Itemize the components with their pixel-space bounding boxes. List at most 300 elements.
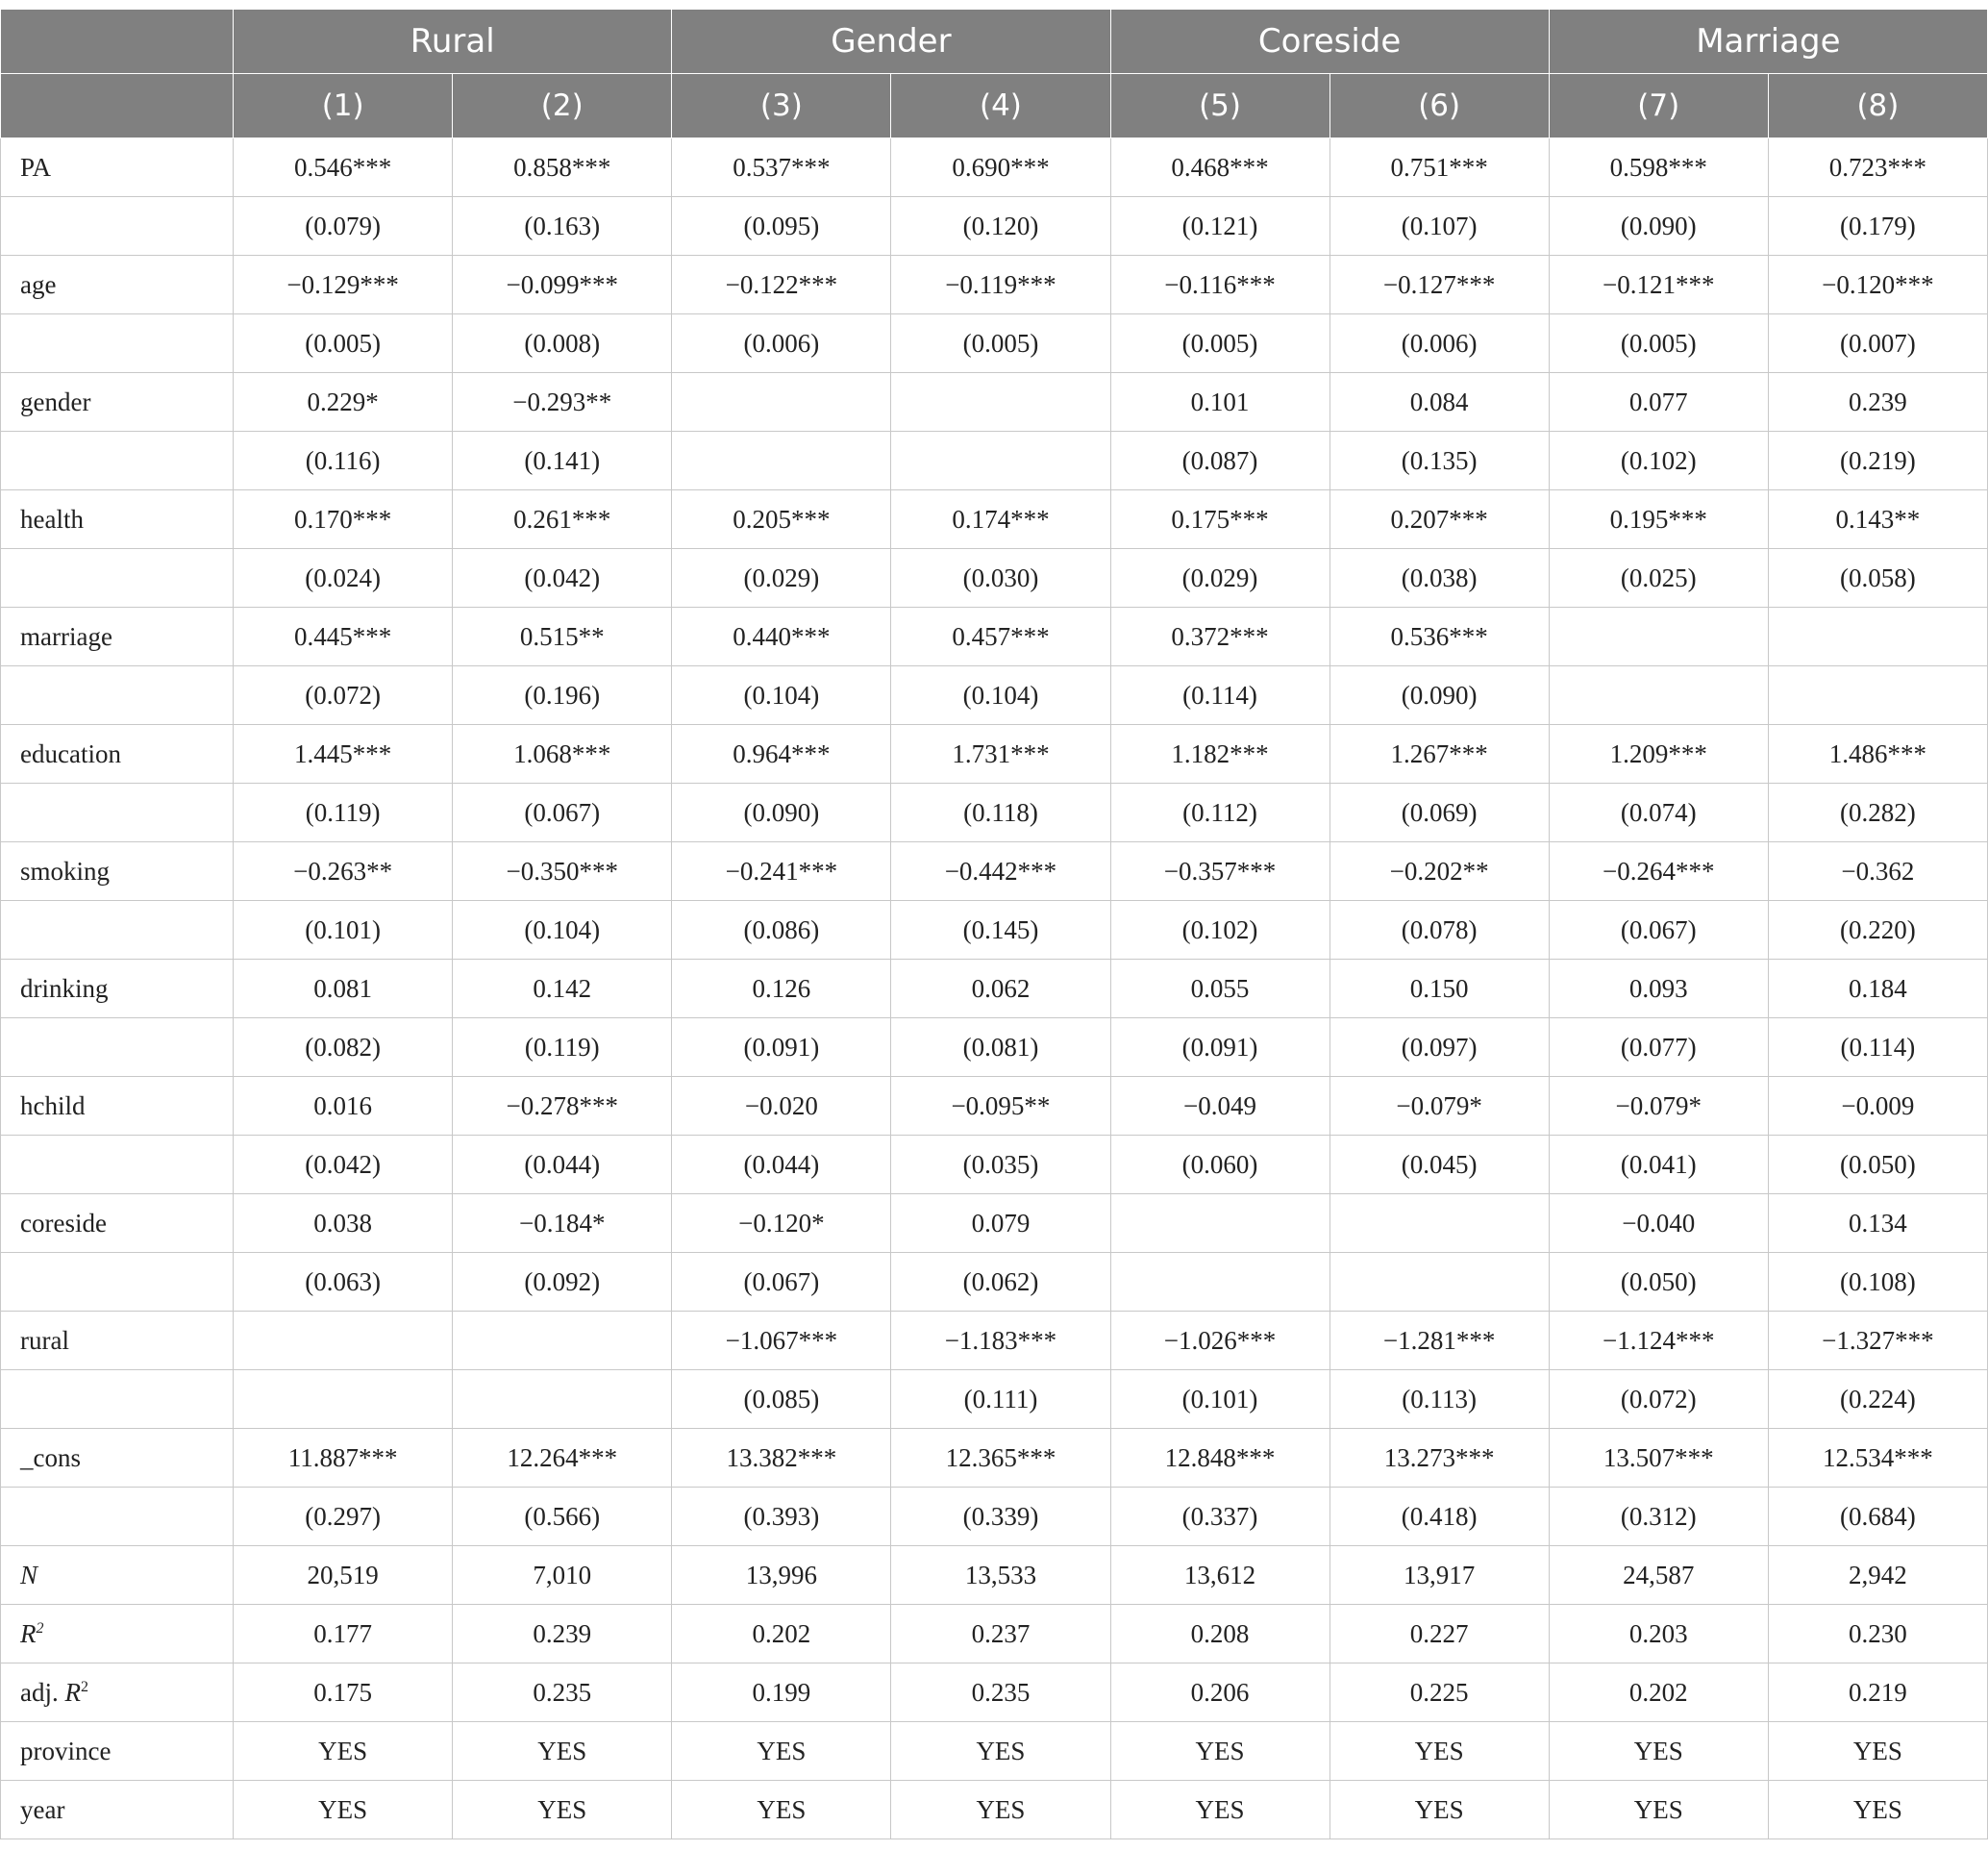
table-row xyxy=(1,1370,1988,1429)
table-cell: YES xyxy=(1549,1722,1768,1781)
table-cell: (0.297) xyxy=(234,1488,453,1546)
row-label xyxy=(1,1018,234,1077)
table-cell: (0.072) xyxy=(1549,1370,1768,1429)
table-row xyxy=(1,1663,1988,1722)
table-cell: 0.084 xyxy=(1329,373,1549,432)
table-cell: 0.202 xyxy=(672,1605,891,1663)
table-cell: 12.848*** xyxy=(1110,1429,1329,1488)
table-cell: −0.099*** xyxy=(453,256,672,314)
table-cell: (0.050) xyxy=(1549,1253,1768,1312)
row-label xyxy=(1,725,234,784)
table-cell: (0.114) xyxy=(1110,666,1329,725)
regression-table xyxy=(0,10,1988,1839)
table-cell: 0.199 xyxy=(672,1663,891,1722)
table-cell: (0.090) xyxy=(1329,666,1549,725)
row-label xyxy=(1,314,234,373)
table-cell: 0.858*** xyxy=(453,138,672,197)
row-label xyxy=(1,784,234,842)
row-label xyxy=(1,490,234,549)
column-header-row xyxy=(1,74,1988,138)
table-cell: (0.116) xyxy=(234,432,453,490)
table-row xyxy=(1,1605,1988,1663)
row-label xyxy=(1,901,234,960)
table-cell: 0.229* xyxy=(234,373,453,432)
table-cell: −0.049 xyxy=(1110,1077,1329,1136)
table-cell: (0.029) xyxy=(672,549,891,608)
table-cell: −0.122*** xyxy=(672,256,891,314)
table-cell: 0.227 xyxy=(1329,1605,1549,1663)
table-cell: (0.086) xyxy=(672,901,891,960)
table-cell: 0.690*** xyxy=(891,138,1110,197)
table-cell: 0.372*** xyxy=(1110,608,1329,666)
table-cell: (0.101) xyxy=(234,901,453,960)
table-cell: (0.119) xyxy=(453,1018,672,1077)
table-cell: (0.090) xyxy=(672,784,891,842)
table-cell: YES xyxy=(891,1781,1110,1839)
table-cell: 0.143** xyxy=(1768,490,1987,549)
table-cell xyxy=(1110,1194,1329,1253)
table-cell: −0.184* xyxy=(453,1194,672,1253)
row-label-text: gender xyxy=(20,387,91,416)
table-cell: 12.264*** xyxy=(453,1429,672,1488)
table-cell: (0.312) xyxy=(1549,1488,1768,1546)
table-cell: (0.082) xyxy=(234,1018,453,1077)
row-label xyxy=(1,1077,234,1136)
table-cell xyxy=(1768,608,1987,666)
table-cell: 0.598*** xyxy=(1549,138,1768,197)
table-cell: (0.008) xyxy=(453,314,672,373)
table-cell: −1.327*** xyxy=(1768,1312,1987,1370)
table-row xyxy=(1,197,1988,256)
table-cell: 0.081 xyxy=(234,960,453,1018)
table-row xyxy=(1,314,1988,373)
table-cell: (0.005) xyxy=(1110,314,1329,373)
table-cell: 0.203 xyxy=(1549,1605,1768,1663)
table-cell: YES xyxy=(1110,1781,1329,1839)
table-cell: YES xyxy=(891,1722,1110,1781)
table-cell: −0.020 xyxy=(672,1077,891,1136)
table-row xyxy=(1,256,1988,314)
table-cell: (0.024) xyxy=(234,549,453,608)
table-cell: −0.121*** xyxy=(1549,256,1768,314)
table-cell: (0.074) xyxy=(1549,784,1768,842)
table-cell: −0.362 xyxy=(1768,842,1987,901)
table-cell: (0.220) xyxy=(1768,901,1987,960)
table-cell: 0.537*** xyxy=(672,138,891,197)
table-cell: 12.534*** xyxy=(1768,1429,1987,1488)
table-cell: 0.237 xyxy=(891,1605,1110,1663)
table-cell xyxy=(1549,666,1768,725)
table-cell: YES xyxy=(1110,1722,1329,1781)
table-row xyxy=(1,608,1988,666)
row-label xyxy=(1,1429,234,1488)
table-cell: (0.179) xyxy=(1768,197,1987,256)
table-cell: 0.208 xyxy=(1110,1605,1329,1663)
table-cell: (0.163) xyxy=(453,197,672,256)
table-cell: 0.230 xyxy=(1768,1605,1987,1663)
table-cell: 0.142 xyxy=(453,960,672,1018)
table-cell: (0.196) xyxy=(453,666,672,725)
table-cell: 0.536*** xyxy=(1329,608,1549,666)
table-cell: 12.365*** xyxy=(891,1429,1110,1488)
row-label xyxy=(1,1722,234,1781)
table-cell: (0.005) xyxy=(234,314,453,373)
row-label-text: N xyxy=(20,1560,38,1589)
table-cell: (0.145) xyxy=(891,901,1110,960)
table-cell: (0.111) xyxy=(891,1370,1110,1429)
table-cell: 0.202 xyxy=(1549,1663,1768,1722)
table-cell: 0.235 xyxy=(453,1663,672,1722)
table-cell: (0.035) xyxy=(891,1136,1110,1194)
table-cell xyxy=(1329,1253,1549,1312)
row-label-text: marriage xyxy=(20,621,112,651)
table-cell: (0.063) xyxy=(234,1253,453,1312)
row-label-text: province xyxy=(20,1736,112,1765)
table-cell: 24,587 xyxy=(1549,1546,1768,1605)
table-cell: (0.393) xyxy=(672,1488,891,1546)
table-cell: −0.120* xyxy=(672,1194,891,1253)
table-cell: 0.101 xyxy=(1110,373,1329,432)
row-label-text: _cons xyxy=(20,1442,81,1472)
table-row xyxy=(1,138,1988,197)
row-label-text: PA xyxy=(20,152,52,182)
table-cell: (0.102) xyxy=(1110,901,1329,960)
table-cell xyxy=(1768,666,1987,725)
table-cell: (0.095) xyxy=(672,197,891,256)
table-cell: 0.751*** xyxy=(1329,138,1549,197)
table-cell: 13.507*** xyxy=(1549,1429,1768,1488)
row-label-text: health xyxy=(20,504,84,534)
table-cell: (0.118) xyxy=(891,784,1110,842)
group-header-gender: Gender xyxy=(672,10,1110,74)
row-label xyxy=(1,373,234,432)
table-cell: (0.114) xyxy=(1768,1018,1987,1077)
table-cell: 0.174*** xyxy=(891,490,1110,549)
table-cell: −0.127*** xyxy=(1329,256,1549,314)
table-cell: −0.264*** xyxy=(1549,842,1768,901)
table-cell: 0.723*** xyxy=(1768,138,1987,197)
table-cell: 0.239 xyxy=(1768,373,1987,432)
table-cell: (0.113) xyxy=(1329,1370,1549,1429)
row-label-text: age xyxy=(20,269,57,299)
table-cell: (0.072) xyxy=(234,666,453,725)
table-cell: 0.170*** xyxy=(234,490,453,549)
table-cell xyxy=(1549,608,1768,666)
table-cell: −0.116*** xyxy=(1110,256,1329,314)
table-cell: 1.486*** xyxy=(1768,725,1987,784)
table-cell: 0.134 xyxy=(1768,1194,1987,1253)
table-cell: (0.042) xyxy=(234,1136,453,1194)
row-label xyxy=(1,1488,234,1546)
table-cell: 2,942 xyxy=(1768,1546,1987,1605)
table-body xyxy=(1,138,1988,1839)
table-cell: (0.079) xyxy=(234,197,453,256)
table-cell: YES xyxy=(453,1722,672,1781)
table-cell: (0.120) xyxy=(891,197,1110,256)
table-cell: (0.101) xyxy=(1110,1370,1329,1429)
table-cell: YES xyxy=(672,1781,891,1839)
column-header: (3) xyxy=(672,74,891,138)
table-cell: 0.468*** xyxy=(1110,138,1329,197)
table-row xyxy=(1,432,1988,490)
table-cell xyxy=(453,1312,672,1370)
table-cell: 20,519 xyxy=(234,1546,453,1605)
table-row xyxy=(1,725,1988,784)
table-cell: 0.093 xyxy=(1549,960,1768,1018)
table-cell: YES xyxy=(1768,1722,1987,1781)
table-row xyxy=(1,901,1988,960)
table-cell: (0.006) xyxy=(672,314,891,373)
table-cell: −0.278*** xyxy=(453,1077,672,1136)
table-cell: 0.150 xyxy=(1329,960,1549,1018)
table-header xyxy=(1,10,1988,138)
table-cell: YES xyxy=(1329,1781,1549,1839)
table-cell: −0.357*** xyxy=(1110,842,1329,901)
row-label-text: hchild xyxy=(20,1090,86,1120)
table-cell: (0.067) xyxy=(453,784,672,842)
table-cell: −0.120*** xyxy=(1768,256,1987,314)
table-cell: (0.044) xyxy=(672,1136,891,1194)
table-cell: (0.050) xyxy=(1768,1136,1987,1194)
table-cell: YES xyxy=(672,1722,891,1781)
table-cell: (0.087) xyxy=(1110,432,1329,490)
table-cell: (0.069) xyxy=(1329,784,1549,842)
row-label xyxy=(1,1136,234,1194)
row-label-text: year xyxy=(20,1794,65,1824)
table-cell: 0.206 xyxy=(1110,1663,1329,1722)
table-row xyxy=(1,1194,1988,1253)
row-label xyxy=(1,1663,234,1722)
table-cell: −0.241*** xyxy=(672,842,891,901)
row-label-text: education xyxy=(20,738,121,768)
table-cell: (0.219) xyxy=(1768,432,1987,490)
table-cell: −0.079* xyxy=(1549,1077,1768,1136)
row-label xyxy=(1,1605,234,1663)
table-cell: (0.091) xyxy=(672,1018,891,1077)
table-cell: 7,010 xyxy=(453,1546,672,1605)
table-cell: −1.183*** xyxy=(891,1312,1110,1370)
table-cell: −1.281*** xyxy=(1329,1312,1549,1370)
table-cell xyxy=(672,432,891,490)
table-cell: (0.060) xyxy=(1110,1136,1329,1194)
table-row xyxy=(1,490,1988,549)
table-cell: (0.030) xyxy=(891,549,1110,608)
table-row xyxy=(1,666,1988,725)
table-cell: 0.235 xyxy=(891,1663,1110,1722)
table-cell: (0.045) xyxy=(1329,1136,1549,1194)
table-cell: (0.102) xyxy=(1549,432,1768,490)
table-cell: (0.104) xyxy=(453,901,672,960)
table-cell: 13,612 xyxy=(1110,1546,1329,1605)
table-cell: 0.445*** xyxy=(234,608,453,666)
table-cell: 1.068*** xyxy=(453,725,672,784)
table-cell: (0.108) xyxy=(1768,1253,1987,1312)
table-cell: (0.085) xyxy=(672,1370,891,1429)
table-cell: 1.182*** xyxy=(1110,725,1329,784)
table-cell: −0.202** xyxy=(1329,842,1549,901)
row-label xyxy=(1,1781,234,1839)
table-cell: 13.273*** xyxy=(1329,1429,1549,1488)
table-cell: −1.067*** xyxy=(672,1312,891,1370)
table-cell: 0.175 xyxy=(234,1663,453,1722)
row-label xyxy=(1,1312,234,1370)
table-cell: YES xyxy=(1549,1781,1768,1839)
table-cell: YES xyxy=(234,1722,453,1781)
row-label xyxy=(1,138,234,197)
table-cell: (0.067) xyxy=(1549,901,1768,960)
table-cell: (0.337) xyxy=(1110,1488,1329,1546)
table-cell: YES xyxy=(1768,1781,1987,1839)
table-cell: (0.005) xyxy=(1549,314,1768,373)
row-label-text: smoking xyxy=(20,856,111,886)
table-cell: 13,996 xyxy=(672,1546,891,1605)
table-cell: (0.119) xyxy=(234,784,453,842)
header-corner-cell xyxy=(1,74,234,138)
table-row xyxy=(1,1136,1988,1194)
table-cell: (0.025) xyxy=(1549,549,1768,608)
table-cell: 0.225 xyxy=(1329,1663,1549,1722)
table-cell: (0.104) xyxy=(891,666,1110,725)
table-cell: (0.141) xyxy=(453,432,672,490)
row-label xyxy=(1,1253,234,1312)
row-label-text: rural xyxy=(20,1325,69,1355)
column-header: (5) xyxy=(1110,74,1329,138)
table-cell: −0.119*** xyxy=(891,256,1110,314)
row-label-text: drinking xyxy=(20,973,109,1003)
table-cell: (0.566) xyxy=(453,1488,672,1546)
table-row xyxy=(1,1312,1988,1370)
header-corner-cell xyxy=(1,10,234,74)
table-cell: YES xyxy=(453,1781,672,1839)
table-cell: −0.095** xyxy=(891,1077,1110,1136)
table-cell: (0.042) xyxy=(453,549,672,608)
table-cell: (0.104) xyxy=(672,666,891,725)
table-cell: −0.079* xyxy=(1329,1077,1549,1136)
table-cell: (0.282) xyxy=(1768,784,1987,842)
table-cell: (0.092) xyxy=(453,1253,672,1312)
table-cell: (0.090) xyxy=(1549,197,1768,256)
row-label xyxy=(1,256,234,314)
table-row xyxy=(1,373,1988,432)
table-row xyxy=(1,1018,1988,1077)
column-header: (4) xyxy=(891,74,1110,138)
table-cell: 0.207*** xyxy=(1329,490,1549,549)
table-cell: (0.005) xyxy=(891,314,1110,373)
table-row xyxy=(1,1781,1988,1839)
table-cell: 0.205*** xyxy=(672,490,891,549)
table-cell: −0.263** xyxy=(234,842,453,901)
table-cell: −1.124*** xyxy=(1549,1312,1768,1370)
table-cell: −0.350*** xyxy=(453,842,672,901)
row-label xyxy=(1,1194,234,1253)
row-label xyxy=(1,1546,234,1605)
table-cell: 0.038 xyxy=(234,1194,453,1253)
table-cell: 0.219 xyxy=(1768,1663,1987,1722)
table-cell: 0.077 xyxy=(1549,373,1768,432)
table-cell: 0.515** xyxy=(453,608,672,666)
row-label-text: coreside xyxy=(20,1208,107,1238)
table-cell: 1.445*** xyxy=(234,725,453,784)
group-header-coreside: Coreside xyxy=(1110,10,1549,74)
table-row xyxy=(1,1546,1988,1605)
column-header: (8) xyxy=(1768,74,1987,138)
table-cell: (0.418) xyxy=(1329,1488,1549,1546)
table-cell: 1.267*** xyxy=(1329,725,1549,784)
row-label xyxy=(1,960,234,1018)
table-cell xyxy=(1110,1253,1329,1312)
row-label xyxy=(1,666,234,725)
table-cell: YES xyxy=(234,1781,453,1839)
table-cell: YES xyxy=(1329,1722,1549,1781)
table-cell: 13.382*** xyxy=(672,1429,891,1488)
row-label-text: R xyxy=(20,1618,37,1648)
group-header-marriage: Marriage xyxy=(1549,10,1987,74)
table-cell: (0.081) xyxy=(891,1018,1110,1077)
table-cell xyxy=(891,373,1110,432)
table-cell: (0.062) xyxy=(891,1253,1110,1312)
table-cell: 0.195*** xyxy=(1549,490,1768,549)
table-cell: (0.041) xyxy=(1549,1136,1768,1194)
table-cell: 1.731*** xyxy=(891,725,1110,784)
table-cell: (0.007) xyxy=(1768,314,1987,373)
table-cell: 0.177 xyxy=(234,1605,453,1663)
table-cell: (0.029) xyxy=(1110,549,1329,608)
table-row xyxy=(1,960,1988,1018)
table-row xyxy=(1,842,1988,901)
table-row xyxy=(1,1722,1988,1781)
row-label-superscript: 2 xyxy=(36,1619,44,1637)
table-cell: 0.062 xyxy=(891,960,1110,1018)
table-cell: 0.239 xyxy=(453,1605,672,1663)
row-label xyxy=(1,608,234,666)
table-cell: 1.209*** xyxy=(1549,725,1768,784)
table-cell: 13,533 xyxy=(891,1546,1110,1605)
table-cell xyxy=(234,1312,453,1370)
table-cell: (0.684) xyxy=(1768,1488,1987,1546)
table-cell: 0.457*** xyxy=(891,608,1110,666)
table-row xyxy=(1,549,1988,608)
table-cell xyxy=(453,1370,672,1429)
table-cell: 11.887*** xyxy=(234,1429,453,1488)
table-cell: (0.091) xyxy=(1110,1018,1329,1077)
table-cell: (0.112) xyxy=(1110,784,1329,842)
table-cell: 0.546*** xyxy=(234,138,453,197)
table-cell: 0.964*** xyxy=(672,725,891,784)
row-label xyxy=(1,549,234,608)
table-row xyxy=(1,1077,1988,1136)
table-cell xyxy=(1329,1194,1549,1253)
table-cell: (0.044) xyxy=(453,1136,672,1194)
table-cell: 0.016 xyxy=(234,1077,453,1136)
row-label xyxy=(1,1370,234,1429)
table-cell: 0.055 xyxy=(1110,960,1329,1018)
table-cell: 0.175*** xyxy=(1110,490,1329,549)
table-cell: −0.129*** xyxy=(234,256,453,314)
group-header-rural: Rural xyxy=(234,10,672,74)
table-row xyxy=(1,1429,1988,1488)
table-cell: 0.184 xyxy=(1768,960,1987,1018)
row-label xyxy=(1,432,234,490)
table-cell: (0.038) xyxy=(1329,549,1549,608)
row-label-superscript: 2 xyxy=(81,1678,88,1695)
table-cell: (0.077) xyxy=(1549,1018,1768,1077)
table-cell: 0.261*** xyxy=(453,490,672,549)
table-cell: (0.135) xyxy=(1329,432,1549,490)
column-header: (7) xyxy=(1549,74,1768,138)
table-cell: (0.339) xyxy=(891,1488,1110,1546)
group-header-row xyxy=(1,10,1988,74)
table-cell: (0.006) xyxy=(1329,314,1549,373)
